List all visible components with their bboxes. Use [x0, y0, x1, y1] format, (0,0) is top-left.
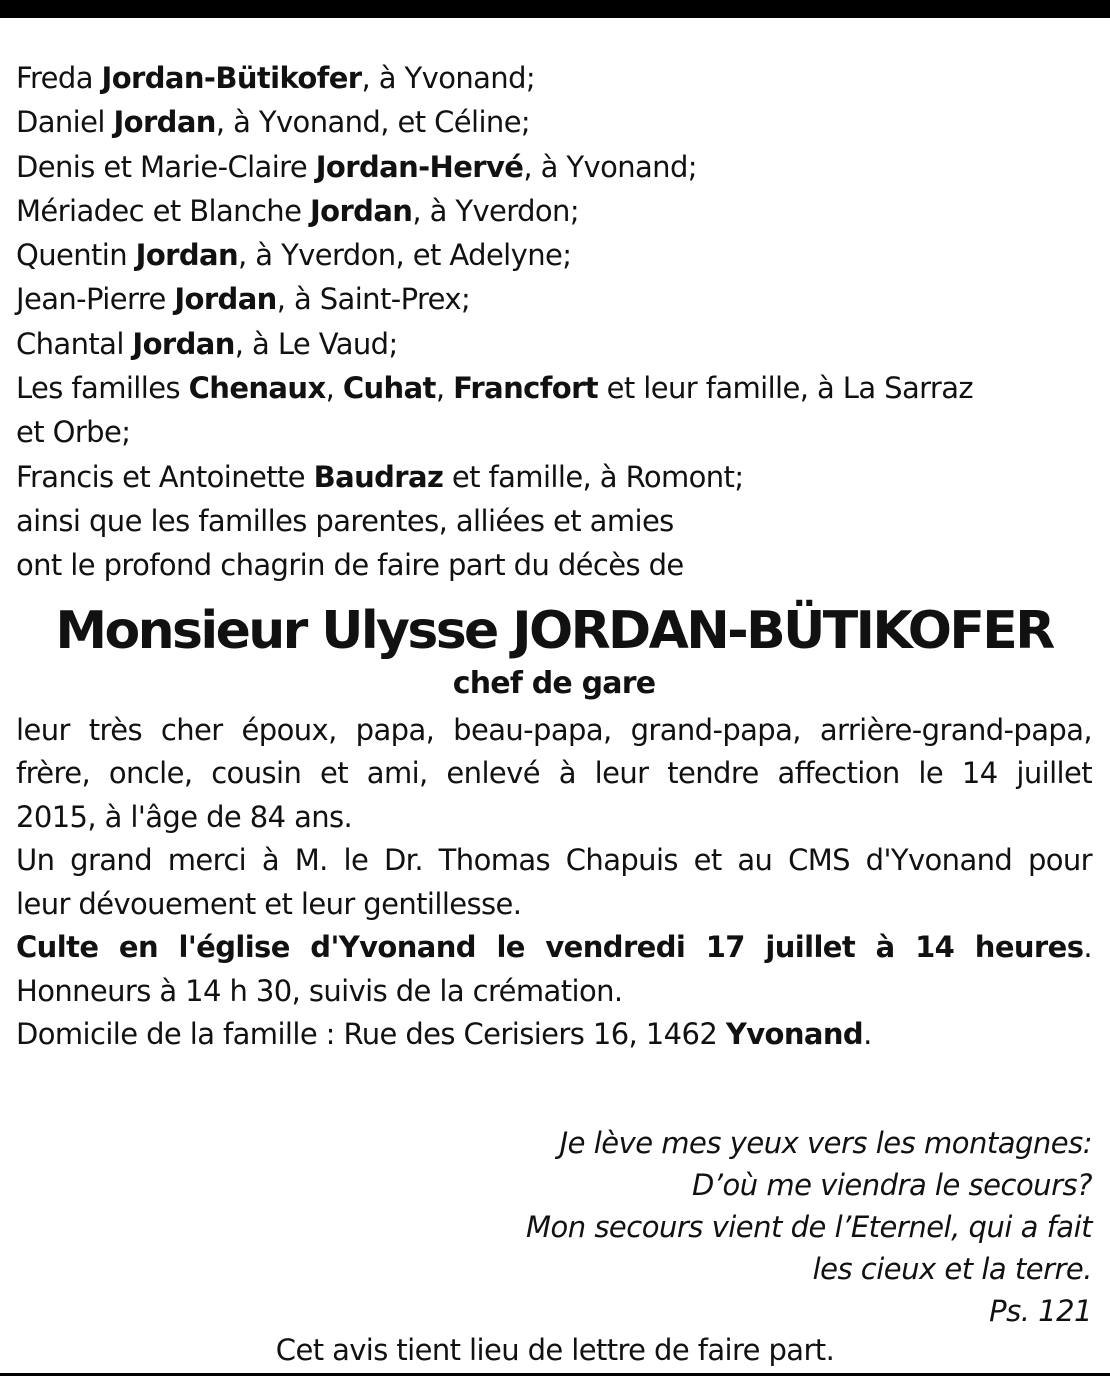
ceremony-line: Culte en l'église d'Yvonand le vendredi 17 juillet à 14 heures. [16, 930, 1092, 965]
mourner-line: Denis et Marie-Claire Jordan-Hervé, à Yvonand; [16, 149, 697, 184]
mourner-name: Baudraz [313, 459, 444, 494]
mourner-line: Francis et Antoinette Baudraz et famille, à Romont; [16, 459, 744, 494]
top-border-rule [0, 0, 1110, 18]
mourner-line: Jean-Pierre Jordan, à Saint-Prex; [16, 282, 471, 317]
footer-note: Cet avis tient lieu de lettre de faire part. [275, 1333, 835, 1367]
mourner-line: Quentin Jordan, à Yverdon, et Adelyne; [16, 238, 572, 273]
verse-line: Mon secours vient de l’Eternel, qui a fait [525, 1210, 1092, 1244]
tribute-line: frère, oncle, cousin et ami, enlevé à leur tendre affection le 14 juillet [16, 756, 1092, 791]
verse-line: Je lève mes yeux vers les montagnes: [559, 1126, 1092, 1160]
announcement-line: ont le profond chagrin de faire part du décès de [16, 548, 684, 583]
bible-verse [526, 1122, 1092, 1332]
mourner-name: Jordan-Bütikofer [101, 61, 362, 95]
domicile-line: Domicile de la famille : Rue des Cerisiers 16, 1462 Yvonand. [16, 1017, 872, 1052]
mourners-list [16, 56, 1092, 588]
domicile-town: Yvonand [725, 1017, 864, 1052]
family-name: Chenaux [188, 371, 326, 406]
notice-body [16, 709, 1092, 1057]
verse-line: les cieux et la terre. [812, 1252, 1092, 1286]
mourner-line: Mériadec et Blanche Jordan, à Yverdon; [16, 193, 580, 228]
deceased-occupation: chef de gare [452, 665, 656, 701]
thanks-line: Un grand merci à M. le Dr. Thomas Chapuis et au CMS d'Yvonand pour [16, 843, 1092, 878]
deceased-name: Monsieur Ulysse JORDAN-BÜTIKOFER [55, 600, 1053, 661]
families-line: Les familles Chenaux, Cuhat, Francfort et leur famille, à La Sarraz [16, 371, 974, 406]
mourner-name: Jordan [113, 105, 216, 140]
family-name: Francfort [453, 371, 599, 406]
obituary-notice [16, 56, 1092, 1057]
thanks-line: leur dévouement et leur gentillesse. [16, 886, 522, 921]
verse-line: D’où me viendra le secours? [691, 1168, 1092, 1202]
ceremony-details: Culte en l'église d'Yvonand le vendredi 17 juillet à 14 heures [16, 930, 1084, 965]
mourner-name: Jordan [135, 238, 239, 273]
verse-reference: Ps. 121 [989, 1294, 1092, 1328]
mourner-line: Daniel Jordan, à Yvonand, et Céline; [16, 105, 531, 140]
family-name: Cuhat [342, 371, 436, 406]
families-line-continuation: et Orbe; [16, 415, 131, 450]
mourner-name: Jordan-Hervé [315, 149, 524, 184]
honours-line: Honneurs à 14 h 30, suivis de la crémation. [16, 973, 623, 1008]
mourner-name: Jordan [132, 326, 235, 361]
mourner-name: Jordan [174, 282, 277, 317]
relatives-line: ainsi que les familles parentes, alliées et amies [16, 503, 674, 538]
tribute-line: 2015, à l'âge de 84 ans. [16, 799, 353, 834]
mourner-name: Jordan [309, 193, 413, 228]
mourner-line: Chantal Jordan, à Le Vaud; [16, 326, 398, 361]
bottom-border-rule [0, 1373, 1110, 1376]
mourner-line: Freda Jordan-Bütikofer, à Yvonand; [16, 61, 536, 95]
tribute-line: leur très cher époux, papa, beau-papa, grand-papa, arrière-grand-papa, [16, 712, 1092, 747]
